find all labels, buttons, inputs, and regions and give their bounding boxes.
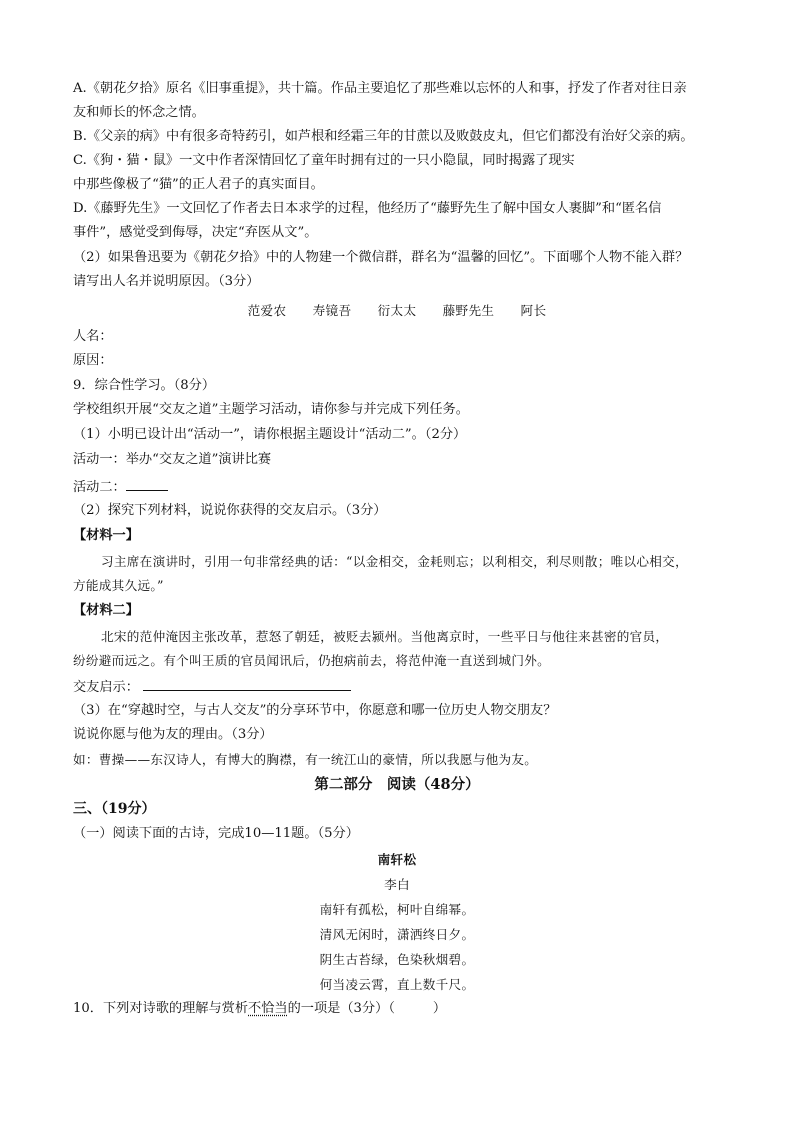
material-one-line1: 习主席在演讲时，引用一句非常经典的话：“以金相交，金耗则忘；以利相交，利尽则散；唯以心相交， <box>101 554 688 569</box>
option-a-line1: A.《朝花夕拾》原名《旧事重提》，共十篇。作品主要追忆了那些难以忘怀的人和事，抒发了作者对往日亲 <box>73 81 687 96</box>
character-names-row <box>0 302 794 320</box>
activity-two-label: 活动二： <box>73 480 126 495</box>
material-two-line2: 纷纷避而远之。有个叫王质的官员闻讯后，仍抱病前去，将范仲淹一直送到城门外。 <box>73 653 551 668</box>
option-b: B.《父亲的病》中有很多奇特药引，如芦根和经霜三年的甘蔗以及败鼓皮丸，但它们都没有治好父亲的病。 <box>73 129 694 144</box>
option-a-line2: 友和师长的怀念之情。 <box>73 105 205 120</box>
material-one-title: 【材料一】 <box>73 528 139 543</box>
activity-two-blank[interactable] <box>126 477 168 491</box>
material-two-line1: 北宋的范仲淹因主张改革，惹怒了朝廷，被贬去颍州。当他离京时，一些平日与他往来甚密的官员， <box>101 629 669 644</box>
question-10-close: ） <box>432 1001 447 1016</box>
section-three-heading: 三、（19分） <box>73 801 156 817</box>
question-8-2-line1: （2）如果鲁迅要为《朝花夕拾》中的人物建一个微信群，群名为“温馨的回忆”。下面哪个人物不能入群？ <box>73 250 689 265</box>
question-9-title: 9．综合性学习。（8分） <box>73 378 216 393</box>
poem-line: 清风无闲时，潇洒终日夕。 <box>319 927 475 942</box>
character-name: 范爱农 <box>247 303 287 318</box>
question-10 <box>73 1000 446 1018</box>
question-9-intro: 学校组织开展“交友之道”主题学习活动，请你参与并完成下列任务。 <box>73 402 469 417</box>
option-d-line2: 事件”，感觉受到侮辱，决定“弃医从文”。 <box>73 225 318 240</box>
poem-title: 南轩松 <box>377 852 417 867</box>
part-two-heading: 第二部分 阅读（48分） <box>314 776 480 793</box>
question-10-pre: 10．下列对诗歌的理解与赏析 <box>73 1001 249 1016</box>
option-c-line1: C.《狗・猫・鼠》一文中作者深情回忆了童年时拥有过的一只小隐鼠，同时揭露了现实 <box>73 153 575 168</box>
poem-intro: （一）阅读下面的古诗，完成10—11题。（5分） <box>73 826 359 841</box>
poem-line: 何当凌云霄，直上数千尺。 <box>319 977 475 992</box>
material-two-title: 【材料二】 <box>73 603 139 618</box>
example-answer: 如：曹操——东汉诗人，有博大的胸襟，有一统江山的豪情，所以我愿与他为友。 <box>73 752 538 767</box>
character-name: 藤野先生 <box>442 303 495 318</box>
question-9-sub1: （1）小明已设计出“活动一”，请你根据主题设计“活动二”。（2分） <box>73 427 467 442</box>
activity-two-row <box>73 477 168 497</box>
name-answer-label: 人名： <box>73 329 113 344</box>
option-d-line1: D.《藤野先生》一文回忆了作者去日本求学的过程，他经历了“藤野先生了解中国女人裹脚”和“匿名信 <box>73 201 662 216</box>
insight-blank[interactable] <box>143 677 351 691</box>
insight-label: 交友启示： <box>73 680 139 695</box>
material-one-line2: 方能成其久远。” <box>73 578 164 593</box>
question-9-sub3-line1: （3）在“穿越时空，与古人交友”的分享环节中，你愿意和哪一位历史人物交朋友？ <box>73 703 557 718</box>
insight-row <box>73 677 351 697</box>
option-c-line2: 中那些像极了“猫”的正人君子的真实面目。 <box>73 177 324 192</box>
reason-answer-label: 原因： <box>73 353 113 368</box>
question-9-sub3-line2: 说说你愿与他为友的理由。（3分） <box>73 727 273 742</box>
question-8-2-line2: 请写出人名并说明原因。（3分） <box>73 274 260 289</box>
character-name: 寿镜吾 <box>312 303 352 318</box>
poem-author: 李白 <box>384 877 410 892</box>
question-10-post: 的一项是（3分）（ <box>287 1001 395 1016</box>
poem-line: 南轩有孤松，柯叶自绵幂。 <box>319 902 475 917</box>
question-9-sub2: （2）探究下列材料，说说你获得的交友启示。（3分） <box>73 503 387 518</box>
character-name: 阿长 <box>520 303 547 318</box>
character-name: 衍太太 <box>377 303 417 318</box>
poem-line: 阴生古苔绿，色染秋烟碧。 <box>319 952 475 967</box>
question-10-emphasis: 不恰当 <box>248 1001 288 1016</box>
activity-one: 活动一：举办“交友之道”演讲比赛 <box>73 452 272 467</box>
